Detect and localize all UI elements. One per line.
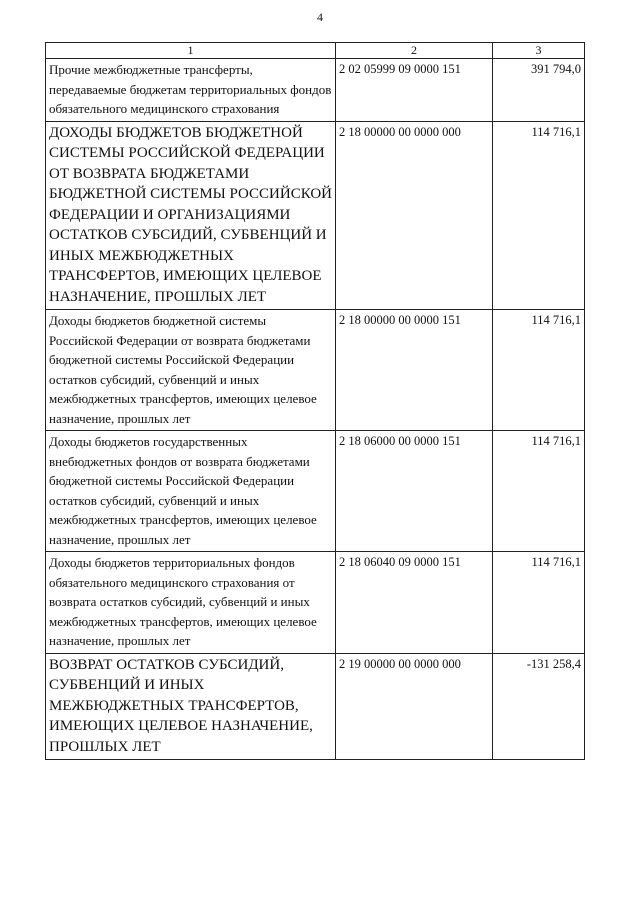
table-row [46, 59, 585, 122]
row-code-cell: 2 02 05999 09 0000 151 [336, 59, 493, 122]
table-header [46, 43, 585, 59]
page-number: 4 [317, 10, 323, 24]
row-amount-cell: 391 794,0 [493, 59, 585, 122]
row-amount-cell: 114 716,1 [493, 431, 585, 552]
header-row [46, 43, 585, 59]
column-header-2: 2 [336, 43, 493, 59]
row-name-cell: Прочие межбюджетные трансферты, передаваемые бюджетам территориальных фондов обязательного медицинского страхования [46, 59, 336, 122]
table-row [46, 431, 585, 552]
row-code-cell: 2 18 00000 00 0000 151 [336, 310, 493, 431]
column-header-3: 3 [493, 43, 585, 59]
row-name-cell: Доходы бюджетов государственных внебюджетных фондов от возврата бюджетами бюджетной системы Российской Федерации остатков субсидий, субвенций и иных межбюджетных трансфертов, имеющих целевое назначение, прошлых лет [46, 431, 336, 552]
budget-table [45, 42, 585, 760]
row-code-cell: 2 18 06040 09 0000 151 [336, 552, 493, 654]
row-code-cell: 2 18 06000 00 0000 151 [336, 431, 493, 552]
row-code-cell: 2 19 00000 00 0000 000 [336, 653, 493, 760]
table-row [46, 310, 585, 431]
row-amount-cell: 114 716,1 [493, 121, 585, 310]
row-name-cell: Доходы бюджетов бюджетной системы Российской Федерации от возврата бюджетами бюджетной системы Российской Федерации остатков субсидий, субвенций и иных межбюджетных трансфертов, имеющих целевое назначение, прошлых лет [46, 310, 336, 431]
row-name-cell: Доходы бюджетов территориальных фондов обязательного медицинского страхования от возврата остатков субсидий, субвенций и иных межбюджетных трансфертов, имеющих целевое назначение, прошлых лет [46, 552, 336, 654]
row-code-cell: 2 18 00000 00 0000 000 [336, 121, 493, 310]
table-row [46, 653, 585, 760]
table-body [46, 59, 585, 760]
table-row [46, 552, 585, 654]
row-amount-cell: 114 716,1 [493, 552, 585, 654]
table-row [46, 121, 585, 310]
row-amount-cell: 114 716,1 [493, 310, 585, 431]
row-name-cell: ВОЗВРАТ ОСТАТКОВ СУБСИДИЙ, СУБВЕНЦИЙ И ИНЫХ МЕЖБЮДЖЕТНЫХ ТРАНСФЕРТОВ, ИМЕЮЩИХ ЦЕЛЕВОЕ НАЗНАЧЕНИЕ, ПРОШЛЫХ ЛЕТ [46, 653, 336, 760]
row-amount-cell: -131 258,4 [493, 653, 585, 760]
row-name-cell: ДОХОДЫ БЮДЖЕТОВ БЮДЖЕТНОЙ СИСТЕМЫ РОССИЙСКОЙ ФЕДЕРАЦИИ ОТ ВОЗВРАТА БЮДЖЕТАМИ БЮДЖЕТНОЙ СИСТЕМЫ РОССИЙСКОЙ ФЕДЕРАЦИИ И ОРГАНИЗАЦИЯМИ ОСТАТКОВ СУБСИДИЙ, СУБВЕНЦИЙ И ИНЫХ МЕЖБЮДЖЕТНЫХ ТРАНСФЕРТОВ, ИМЕЮЩИХ ЦЕЛЕВОЕ НАЗНАЧЕНИЕ, ПРОШЛЫХ ЛЕТ [46, 121, 336, 310]
column-header-1: 1 [46, 43, 336, 59]
